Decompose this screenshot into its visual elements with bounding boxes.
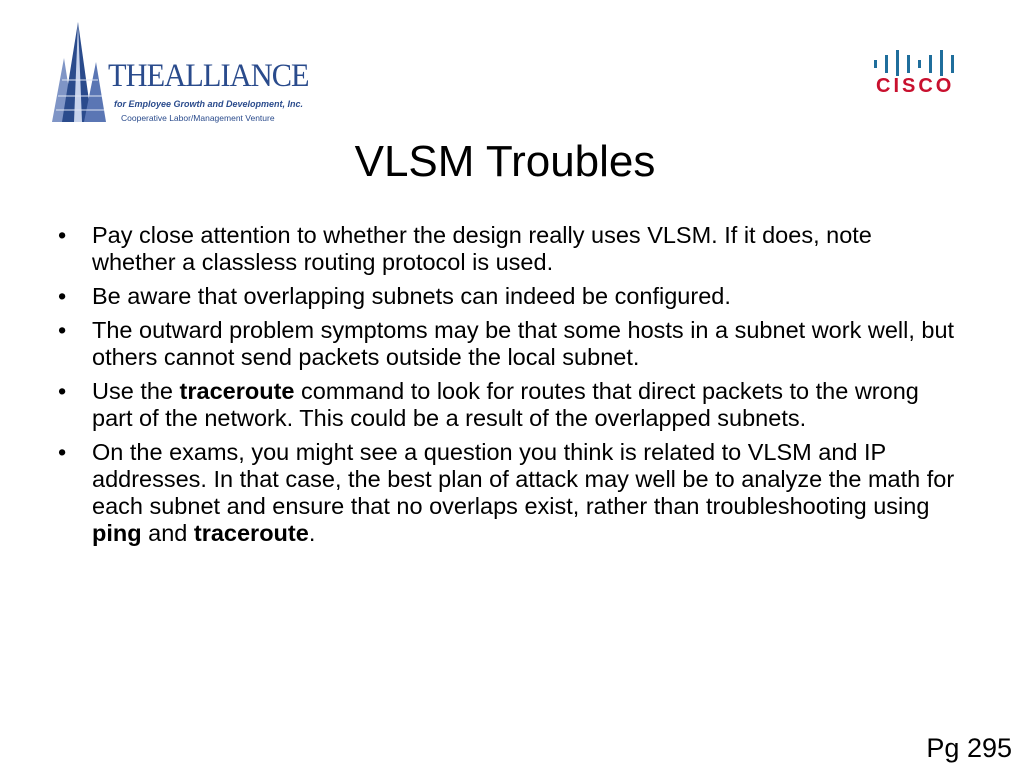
bullet-text: and — [141, 520, 194, 546]
alliance-logo — [48, 18, 308, 124]
bullet-item — [54, 439, 960, 547]
bullet-marker: • — [58, 317, 67, 343]
bullet-bold-term: traceroute — [179, 378, 295, 404]
bullet-marker: • — [58, 378, 67, 404]
bullet-text: . — [308, 520, 316, 546]
cisco-logo — [870, 46, 960, 98]
alliance-tower-icon — [48, 18, 110, 124]
bullet-bold-term: traceroute — [193, 520, 309, 546]
page-number: Pg 295 — [926, 733, 1012, 763]
bullet-list — [54, 222, 960, 554]
alliance-logo-name: THEALLIANCE — [108, 58, 309, 94]
alliance-logo-subtitle: Cooperative Labor/Management Venture — [121, 113, 275, 123]
bullet-text: Pay close attention to whether the design really uses VLSM. If it does, note whether a classless routing protocol is used. — [92, 222, 872, 275]
bullet-item — [54, 283, 960, 310]
bullet-text: On the exams, you might see a question you think is related to VLSM and IP addresses. In that case, the best plan of attack may well be to analyze the math for each subnet and ensure that no overlaps exist, rather than troubleshooting using — [92, 439, 955, 519]
bullet-item — [54, 317, 960, 371]
bullet-bold-term: ping — [92, 520, 142, 546]
bullet-marker: • — [58, 439, 67, 465]
cisco-bars-icon — [870, 46, 960, 76]
slide-title: VLSM Troubles — [354, 137, 656, 186]
bullet-text: Use the — [92, 378, 180, 404]
bullet-text: Be aware that overlapping subnets can indeed be configured. — [92, 283, 731, 309]
bullet-marker: • — [58, 222, 67, 248]
bullet-text: command to look for routes that direct packets to the wrong part of the network. This could be a result of the overlapped subnets. — [92, 378, 919, 431]
bullet-marker: • — [58, 283, 67, 309]
alliance-logo-tagline: for Employee Growth and Development, Inc. — [114, 99, 304, 109]
cisco-logo-name: CISCO — [876, 75, 955, 97]
bullet-item — [54, 222, 960, 276]
bullet-text: The outward problem symptoms may be that some hosts in a subnet work well, but others cannot send packets outside the local subnet. — [92, 317, 955, 370]
bullet-item — [54, 378, 960, 432]
